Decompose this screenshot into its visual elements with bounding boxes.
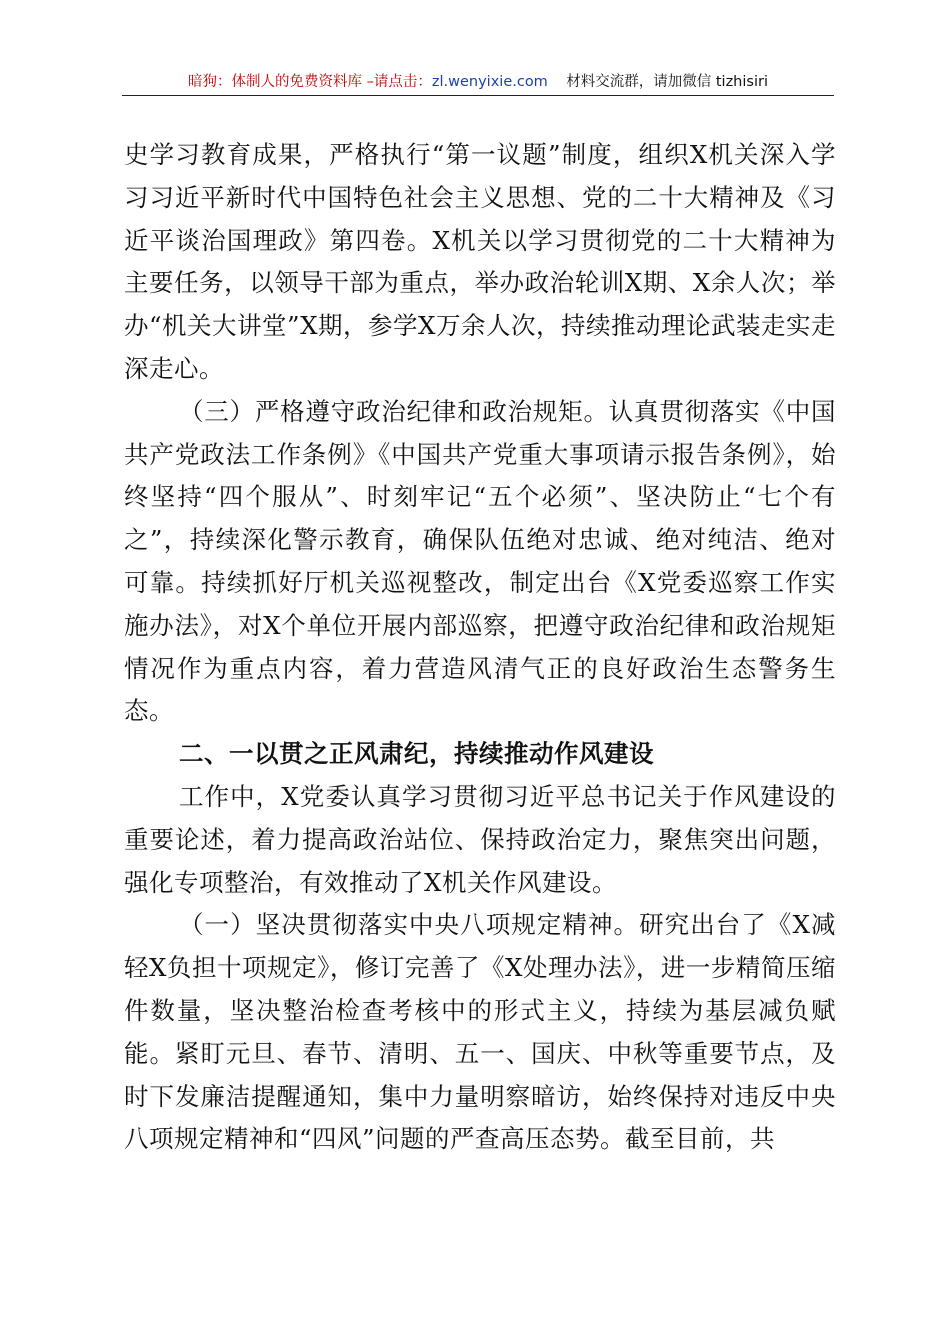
paragraph-eight-rules: （一）坚决贯彻落实中央八项规定精神。研究出台了《X减轻X负担十项规定》，修订完善了《X处理办法》，进一步精简压缩件数量，坚决整治检查考核中的形式主义，持续为基层减负赋能。紧盯元旦、春节、清明、五一、国庆、中秋等重要节点，及时下发廉洁提醒通知，集中力量明察暗访，始终保持对违反中央八项规定精神和“四风”问题的严查高压态势。截至目前，共 — [124, 910, 836, 1154]
paragraph-continuation: 史学习教育成果，严格执行“第一议题”制度，组织X机关深入学习习近平新时代中国特色社会主义思想、党的二十大精神及《习近平谈治国理政》第四卷。X机关以学习贯彻党的二十大精神为主要任务，以领导干部为重点，举办政治轮训X期、X余人次；举办“机关大讲堂”X期，参学X万余人次，持续推动理论武装走实走深走心。 — [124, 140, 836, 383]
document-body — [124, 134, 836, 1161]
header-contact-text: 材料交流群，请加微信 tizhisiri — [566, 74, 768, 90]
paragraph-political-discipline: （三）严格遵守政治纪律和政治规矩。认真贯彻落实《中国共产党政法工作条例》《中国共产党重大事项请示报告条例》，始终坚持“四个服从”、时刻牢记“五个必须”、坚决防止“七个有之”，持续深化警示教育，确保队伍绝对忠诚、绝对纯洁、绝对可靠。持续抓好厅机关巡视整改，制定出台《X党委巡察工作实施办法》，对X个单位开展内部巡察，把遵守政治纪律和政治规矩情况作为重点内容，着力营造风清气正的良好政治生态警务生态。 — [124, 396, 836, 726]
paragraph-section-intro: 工作中，X党委认真学习贯彻习近平总书记关于作风建设的重要论述，着力提高政治站位、保持政治定力，聚焦突出问题，强化专项整治，有效推动了X机关作风建设。 — [124, 781, 836, 897]
header-promo-text: 暗狗：体制人的免费资料库 –请点击： — [188, 74, 432, 90]
section-heading-2: 二、一以贯之正风肃纪，持续推动作风建设 — [179, 739, 654, 769]
header-divider — [122, 95, 834, 96]
header-link[interactable]: zl.wenyixie.com — [431, 74, 548, 90]
page-header — [122, 70, 834, 94]
